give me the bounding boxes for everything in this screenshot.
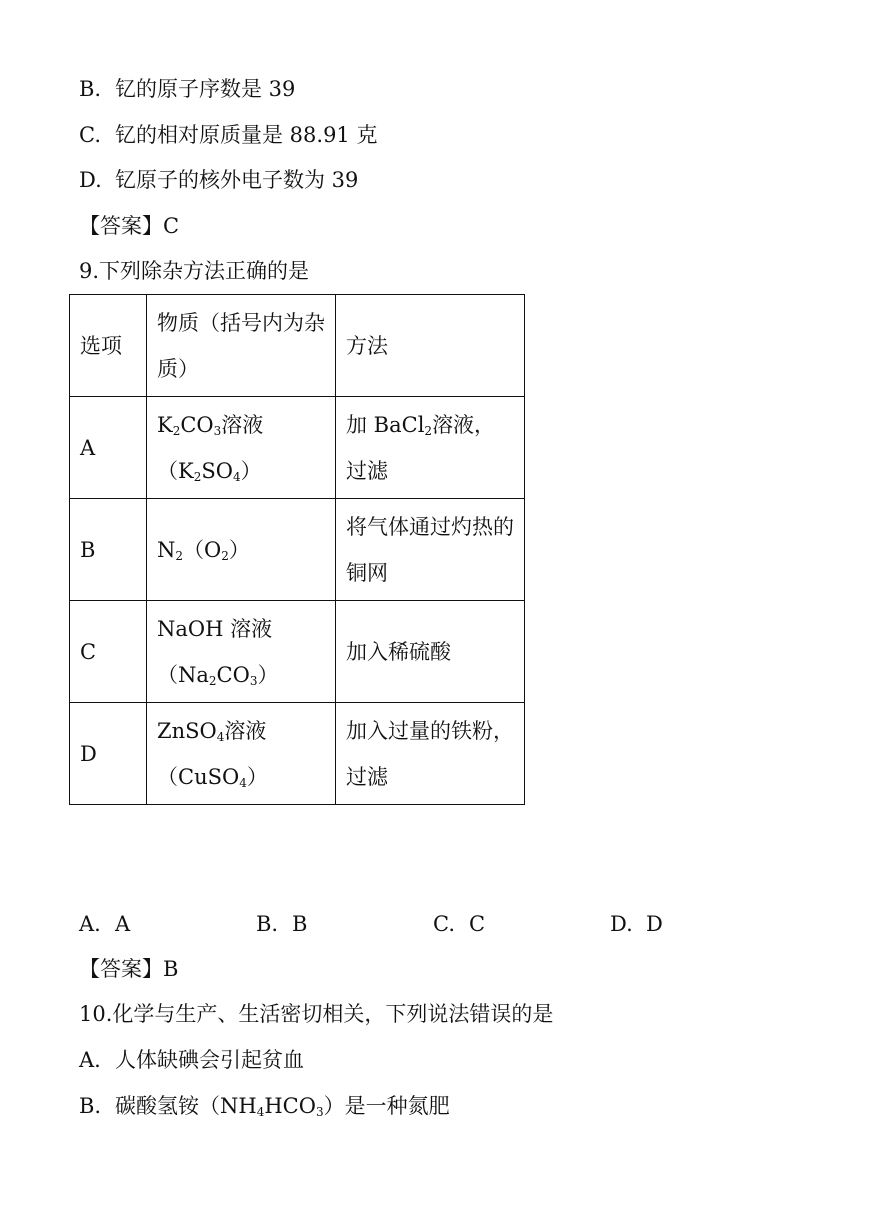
row-option: C: [70, 601, 147, 703]
row-substance: $N_2(O_2)$: [147, 499, 336, 601]
choice-label: A.: [79, 912, 101, 936]
q8-option-c: [79, 120, 377, 150]
q8-answer: 【答案】C: [79, 214, 180, 238]
option-text: 人体缺碘会引起贫血: [115, 1048, 304, 1072]
choice-label: C.: [433, 912, 455, 936]
row-method: 加入稀硫酸: [336, 601, 525, 703]
choice-label: D.: [610, 912, 633, 936]
q10-option-b: [79, 1091, 450, 1121]
option-label: D.: [79, 168, 102, 192]
row-substance: NaOH 溶液 $(Na_2CO_3)$: [147, 601, 336, 703]
q8-option-b: [79, 74, 295, 104]
choice-text: B: [292, 912, 308, 936]
row-method: 将气体通过灼热的铜网: [336, 499, 525, 601]
header-method: 方法: [336, 295, 525, 397]
option-label: B.: [79, 1094, 102, 1118]
header-option: 选项: [70, 295, 147, 397]
purification-table: [69, 294, 525, 805]
option-text: 钇的相对原质量是 88.91 克: [115, 123, 378, 147]
option-text: 碳酸氢铵$(NH_4HCO_3)$是一种氮肥: [115, 1094, 450, 1119]
choice-text: A: [115, 912, 131, 936]
header-substance: 物质（括号内为杂质）: [147, 295, 336, 397]
table-row: [70, 601, 525, 703]
option-label: A.: [79, 1048, 101, 1072]
q8-option-d: [79, 165, 358, 195]
choice-d: [610, 909, 663, 939]
table-row: [70, 397, 525, 499]
option-label: B.: [79, 77, 102, 101]
table-header-row: [70, 295, 525, 397]
row-substance: $K_2CO_3$溶液$(K_2SO_4)$: [147, 397, 336, 499]
option-label: C.: [79, 123, 101, 147]
row-option: B: [70, 499, 147, 601]
choice-b: [256, 909, 307, 939]
q10-option-a: [79, 1045, 304, 1075]
choice-text: C: [469, 912, 486, 936]
choice-label: B.: [256, 912, 279, 936]
q10-stem: 10.化学与生产、生活密切相关，下列说法错误的是: [79, 1002, 554, 1026]
table-row: [70, 499, 525, 601]
table-row: [70, 703, 525, 805]
option-text: 钇的原子序数是 39: [115, 77, 296, 101]
row-substance: ZnSO$_4$溶液 （CuSO$_4$）: [147, 703, 336, 805]
option-text: 钇原子的核外电子数为 39: [115, 168, 359, 192]
row-method: 加入过量的铁粉，过滤: [336, 703, 525, 805]
choice-c: [433, 909, 485, 939]
row-option: D: [70, 703, 147, 805]
q9-answer: 【答案】B: [79, 957, 179, 981]
choice-a: [79, 909, 130, 939]
q9-stem: 9.下列除杂方法正确的是: [79, 259, 310, 283]
row-option: A: [70, 397, 147, 499]
row-method: 加 BaCl$_2$溶液，过滤: [336, 397, 525, 499]
choice-text: D: [646, 912, 663, 936]
